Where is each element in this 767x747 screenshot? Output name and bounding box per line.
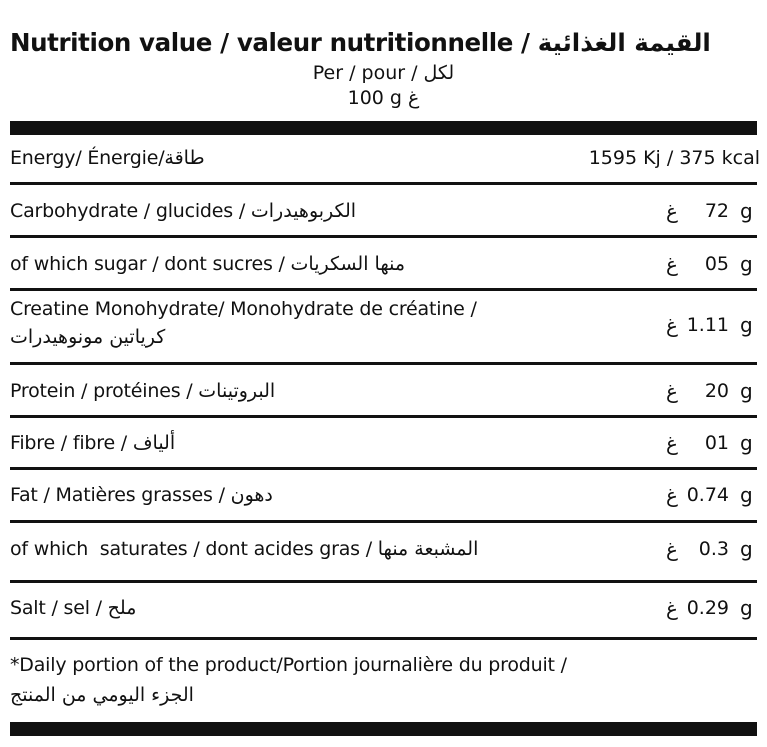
- fat-unit: g: [740, 483, 753, 507]
- carbohydrate-value: 72: [704, 200, 729, 222]
- daily-portion-note-line1: *Daily portion of the product/Portion journalière du produit /: [10, 654, 567, 676]
- row-divider: [10, 580, 757, 583]
- row-divider: [10, 182, 757, 185]
- per-label: Per / pour / لكل: [312, 62, 455, 84]
- fat-label: Fat / Matières grasses / دهون: [10, 484, 273, 506]
- protein-label: Protein / protéines / البروتينات: [10, 380, 276, 402]
- protein-unit-ar: غ: [666, 379, 678, 403]
- sugar-unit: g: [740, 252, 753, 276]
- fibre-value: 01: [704, 432, 729, 454]
- creatine-label-line2: كرياتين مونوهيدرات: [10, 326, 166, 348]
- creatine-label-line1: Creatine Monohydrate/ Monohydrate de créatine /: [10, 298, 477, 320]
- fibre-unit: g: [740, 431, 753, 455]
- saturates-label: of which saturates / dont acides gras / المشبعة منها: [10, 538, 479, 560]
- energy-label: Energy/ Énergie/طاقة: [10, 147, 205, 169]
- fat-unit-ar: غ: [666, 483, 678, 507]
- protein-unit: g: [740, 379, 753, 403]
- protein-value: 20: [704, 380, 729, 402]
- creatine-unit: g: [740, 313, 753, 337]
- carbohydrate-unit: g: [740, 199, 753, 223]
- salt-unit: g: [740, 596, 753, 620]
- row-divider: [10, 415, 757, 418]
- sugar-label: of which sugar / dont sucres / منها السكريات: [10, 253, 406, 275]
- top-thick-rule: [10, 121, 757, 135]
- saturates-value: 0.3: [698, 538, 729, 560]
- salt-unit-ar: غ: [666, 596, 678, 620]
- daily-portion-note: [10, 650, 567, 710]
- fat-value: 0.74: [686, 484, 729, 506]
- row-divider: [10, 235, 757, 238]
- saturates-unit-ar: غ: [666, 537, 678, 561]
- saturates-unit: g: [740, 537, 753, 561]
- energy-value: 1595 Kj / 375 kcal: [588, 147, 760, 169]
- serving-amount: 100 g غ: [347, 87, 420, 109]
- bottom-thick-rule: [10, 722, 757, 736]
- salt-value: 0.29: [686, 597, 729, 619]
- row-divider: [10, 467, 757, 470]
- carbohydrate-unit-ar: غ: [666, 199, 678, 223]
- row-divider: [10, 637, 757, 640]
- daily-portion-note-line2: الجزء اليومي من المنتج: [10, 684, 194, 706]
- creatine-value: 1.11: [686, 314, 729, 336]
- table-title: Nutrition value / valeur nutritionnelle / القيمة الغذائية: [10, 28, 711, 57]
- row-divider: [10, 288, 757, 291]
- fibre-label: Fibre / fibre / ألياف: [10, 432, 176, 454]
- salt-label: Salt / sel / ملح: [10, 597, 137, 619]
- row-divider: [10, 520, 757, 523]
- creatine-unit-ar: غ: [666, 313, 678, 337]
- sugar-unit-ar: غ: [666, 252, 678, 276]
- carbohydrate-label: Carbohydrate / glucides / الكربوهيدرات: [10, 200, 357, 222]
- sugar-value: 05: [704, 253, 729, 275]
- row-divider: [10, 362, 757, 365]
- fibre-unit-ar: غ: [666, 431, 678, 455]
